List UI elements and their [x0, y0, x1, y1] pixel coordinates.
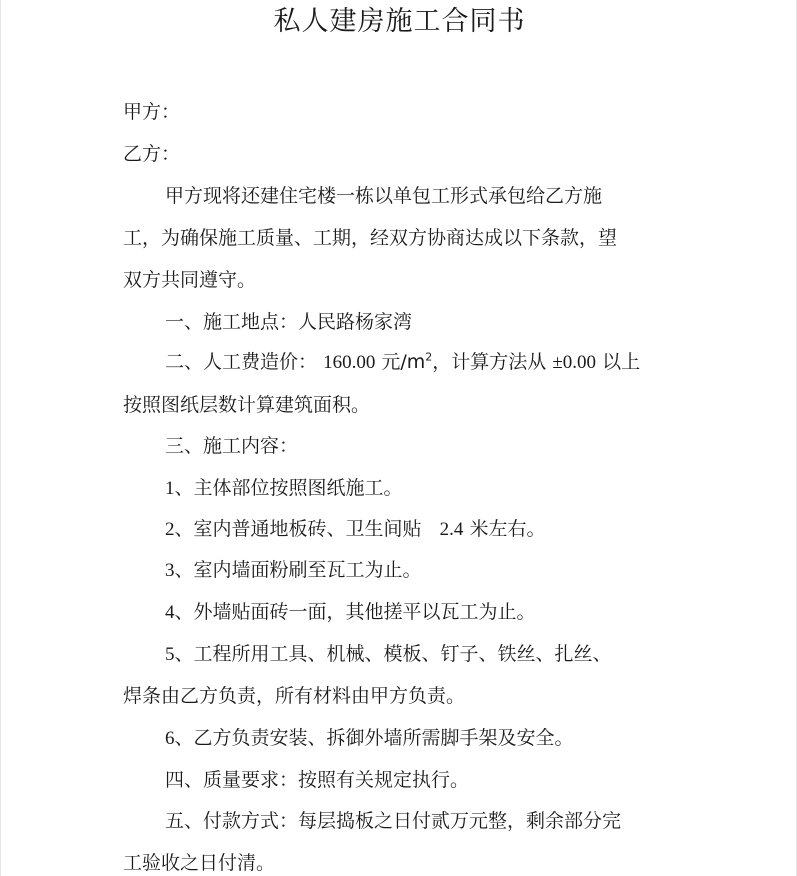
intro-line-1: 甲方现将还建住宅楼一栋以单包工形式承包给乙方施: [165, 185, 603, 207]
clause-4-quality: 四、质量要求：按照有关规定执行。: [165, 769, 470, 791]
item-2-value: 2.4: [439, 519, 464, 540]
item-text-tail: 米左右。: [469, 518, 546, 540]
clause-2-suffix: 以上: [602, 351, 641, 373]
clause-2-unit-sup: 2: [425, 350, 433, 364]
item-number: 3: [165, 560, 175, 581]
item-text: 、工程所用工具、机械、模板、钉子、铁丝、扎丝、: [174, 643, 612, 665]
clause-5-payment: 五、付款方式：每层捣板之日付贰万元整，剩余部分完: [165, 810, 622, 832]
item-5: [165, 641, 612, 668]
item-text: 、外墙贴面砖一面，其他搓平以瓦工为止。: [174, 601, 536, 623]
item-text: 、室内墙面粉刷至瓦工为止。: [174, 559, 422, 581]
intro-line-2: 工，为确保施工质量、工期，经双方协商达成以下条款，望: [123, 227, 618, 249]
item-text: 、主体部位按照图纸施工。: [174, 477, 403, 499]
item-number: 1: [165, 478, 175, 499]
item-2: [165, 516, 545, 543]
item-6: [165, 725, 574, 752]
item-number: 6: [165, 728, 175, 749]
clause-2-prefix: 二、人工费造价：: [165, 351, 318, 373]
clause-1-location: 一、施工地点：人民路杨家湾: [165, 311, 413, 333]
item-text: 、乙方负责安装、拆御外墙所需脚手架及安全。: [174, 727, 574, 749]
clause-2-level: ±0.00: [552, 352, 597, 373]
clause-3-heading: 三、施工内容：: [165, 435, 299, 457]
clause-5-line-2: 工验收之日付清。: [123, 852, 276, 874]
party-b-label: 乙方：: [123, 143, 181, 165]
item-1: [165, 475, 403, 502]
item-number: 4: [165, 602, 175, 623]
party-a-label: 甲方：: [123, 101, 181, 123]
clause-2-mid: ，计算方法从: [432, 351, 547, 373]
clause-2-labor-cost: [165, 349, 640, 376]
clause-2-price: 160.00: [323, 352, 376, 373]
item-5-line-2: 焊条由乙方负责，所有材料由甲方负责。: [123, 685, 466, 707]
item-text: 、室内普通地板砖、卫生间贴: [174, 518, 422, 540]
item-4: [165, 599, 536, 626]
item-number: 2: [165, 519, 175, 540]
clause-2-unit: 元$/m^2$: [381, 350, 433, 373]
intro-line-3: 双方共同遵守。: [123, 269, 257, 291]
clause-2-line-2: 按照图纸层数计算建筑面积。: [123, 394, 371, 416]
item-3: [165, 557, 422, 584]
item-number: 5: [165, 644, 175, 665]
document-title: 私人建房施工合同书: [273, 6, 526, 37]
